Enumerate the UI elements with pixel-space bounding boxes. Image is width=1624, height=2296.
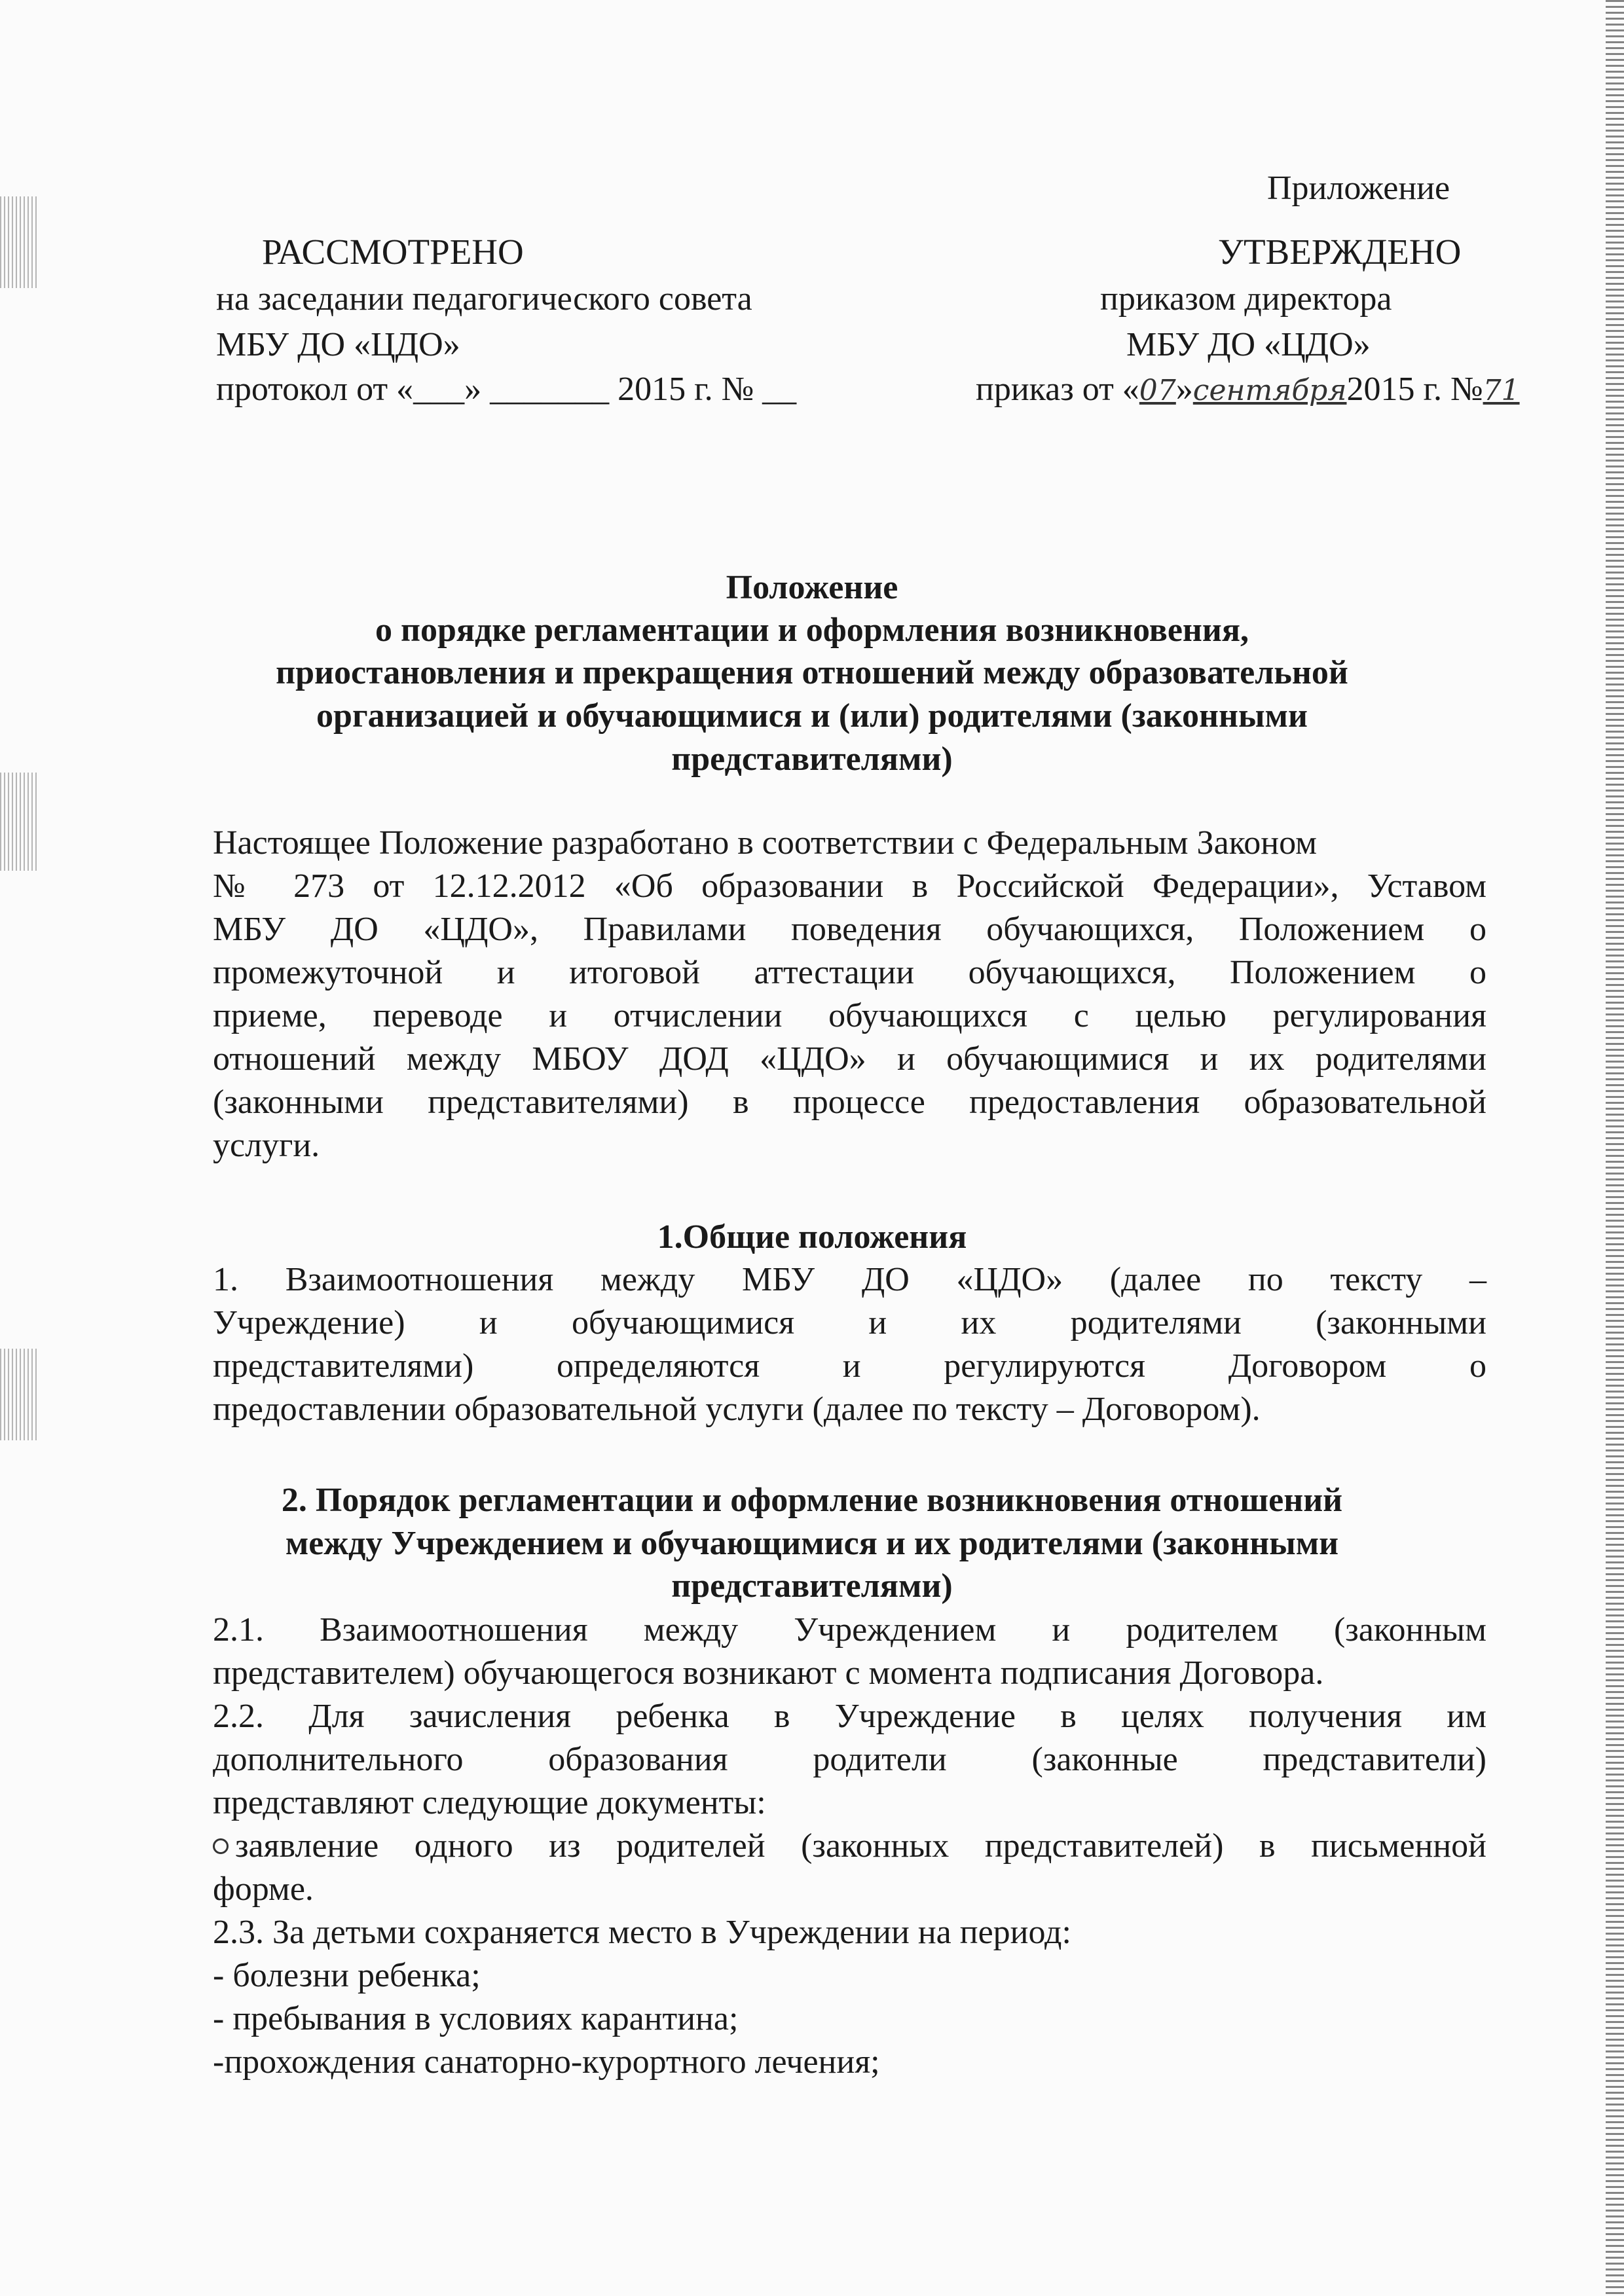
intro-line: Настоящее Положение разработано в соответствии с Федеральным Законом [213, 824, 1318, 862]
paragraph-2-2: представляют следующие документы: [213, 1784, 766, 1821]
bullet-item [213, 1827, 1486, 1866]
intro-line: (законными представителями) в процессе предоставления образовательной [213, 1084, 1486, 1121]
paragraph-2-1: представителем) обучающегося возникают с момента подписания Договора. [213, 1654, 1324, 1692]
appendix-label: Приложение [1267, 170, 1450, 207]
intro-line: МБУ ДО «ЦДО», Правилами поведения обучающихся, Положением о [213, 911, 1486, 948]
order-line [976, 370, 1520, 410]
section1-heading: 1.Общие положения [657, 1218, 967, 1256]
paragraph-2-2: 2.2. Для зачисления ребенка в Учреждение в целях получения им [213, 1698, 1486, 1735]
list-item: -прохождения санаторно-курортного лечения; [213, 2043, 880, 2081]
order-prefix: приказ от « [976, 371, 1139, 408]
list-item: - пребывания в условиях карантина; [213, 2000, 739, 2037]
intro-line: промежуточной и итоговой аттестации обучающихся, Положением о [213, 954, 1486, 991]
document-title: Положение [726, 569, 898, 606]
order-number-handwritten: 71 [1483, 374, 1520, 407]
section1-line: 1. Взаимоотношения между МБУ ДО «ЦДО» (далее по тексту – [213, 1261, 1486, 1298]
document-title-line3: приостановления и прекращения отношений между образовательной [276, 654, 1348, 691]
scan-artifact [0, 773, 39, 871]
bullet-text: заявление одного из родителей (законных представителей) в письменной [235, 1827, 1486, 1865]
list-item: - болезни ребенка; [213, 1957, 481, 1994]
section2-heading-line2: между Учреждением и обучающимися и их родителями (законными [285, 1525, 1339, 1562]
document-title-line5: представителями) [671, 740, 953, 778]
intro-line: приеме, переводе и отчислении обучающихся с целью регулирования [213, 997, 1486, 1034]
approval-left-line2: МБУ ДО «ЦДО» [216, 326, 460, 363]
section1-line: Учреждение) и обучающимися и их родителями (законными [213, 1304, 1486, 1341]
approval-right-title: УТВЕРЖДЕНО [1218, 232, 1462, 272]
scan-edge-artifact [1606, 0, 1624, 2296]
scan-artifact [0, 196, 39, 288]
approval-right-line1: приказом директора [1100, 280, 1392, 318]
intro-line: услуги. [213, 1127, 320, 1164]
document-title-line4: организацией и обучающимися и (или) родителями (законными [316, 697, 1308, 735]
bullet-icon [213, 1838, 229, 1854]
approval-right-line2: МБУ ДО «ЦДО» [1126, 326, 1371, 363]
order-year: 2015 г. № [1346, 371, 1483, 408]
section2-heading-line3: представителями) [671, 1567, 953, 1605]
paragraph-2-2: дополнительного образования родители (законные представители) [213, 1741, 1486, 1778]
paragraph-2-1: 2.1. Взаимоотношения между Учреждением и родителем (законным [213, 1611, 1486, 1649]
scan-artifact [0, 1349, 39, 1440]
order-mid: » [1175, 371, 1193, 408]
document-title-line2: о порядке регламентации и оформления возникновения, [375, 611, 1249, 649]
intro-line: отношений между МБОУ ДОД «ЦДО» и обучающимися и их родителями [213, 1040, 1486, 1078]
bullet-text-cont: форме. [213, 1870, 314, 1908]
approval-left-title: РАССМОТРЕНО [262, 232, 524, 272]
section1-line: представителями) определяются и регулируются Договором о [213, 1347, 1486, 1385]
paragraph-2-3: 2.3. За детьми сохраняется место в Учреждении на период: [213, 1914, 1071, 1951]
order-day-handwritten: 07 [1139, 374, 1176, 407]
intro-line: № 273 от 12.12.2012 «Об образовании в Российской Федерации», Уставом [213, 867, 1486, 905]
section1-line: предоставлении образовательной услуги (далее по тексту – Договором). [213, 1391, 1261, 1428]
approval-left-line1: на заседании педагогического совета [216, 280, 752, 318]
section2-heading: 2. Порядок регламентации и оформление возникновения отношений [281, 1482, 1343, 1519]
approval-left-line3: протокол от «___» _______ 2015 г. № __ [216, 371, 797, 408]
order-month-handwritten: сентября [1192, 374, 1347, 407]
